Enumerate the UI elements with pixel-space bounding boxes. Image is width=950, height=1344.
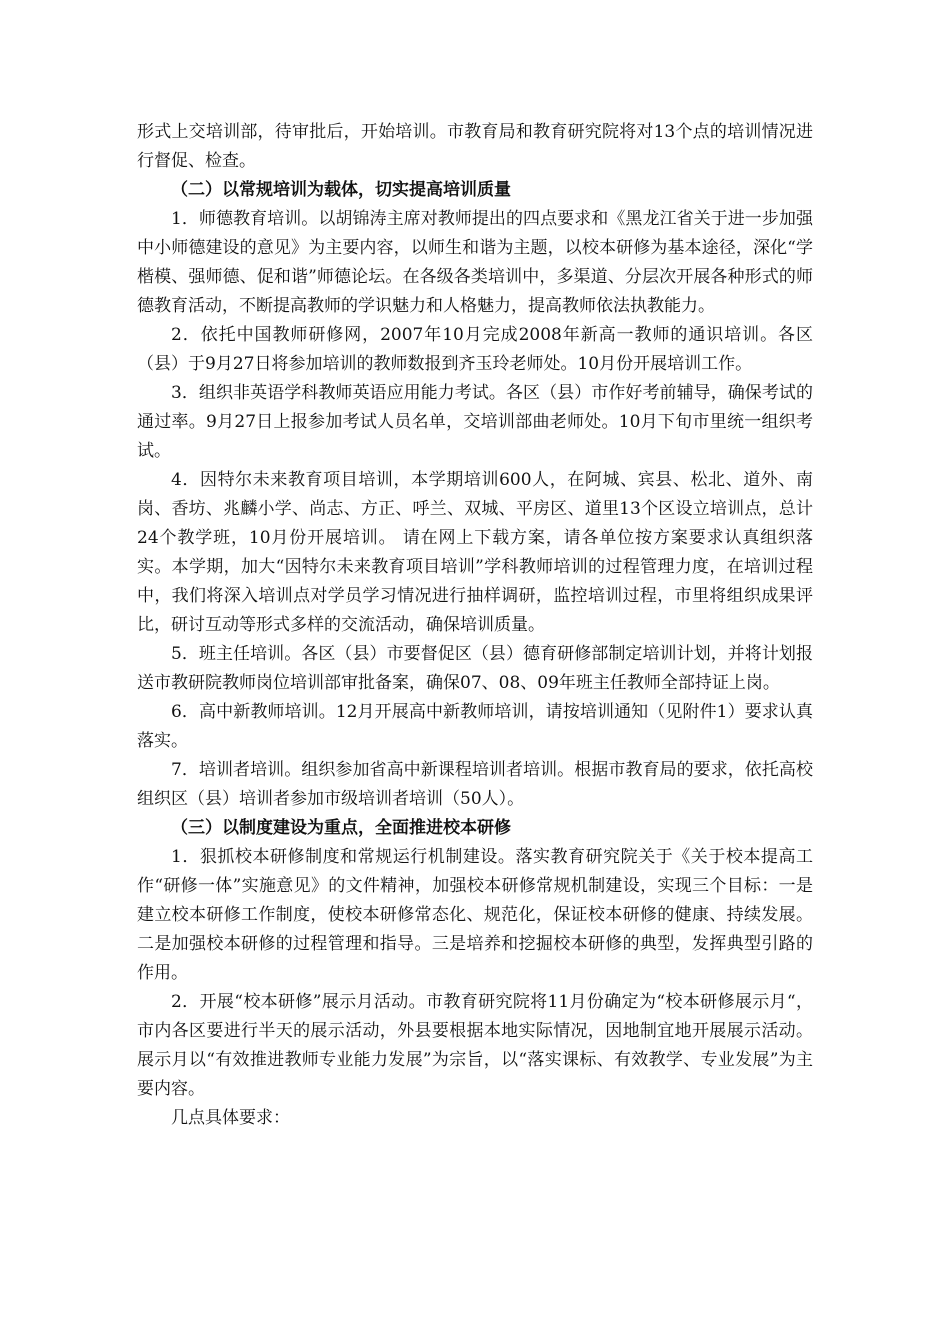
section2-item-4: 4．因特尔未来教育项目培训，本学期培训600人，在阿城、宾县、松北、道外、南岗、香坊、兆麟小学、尚志、方正、呼兰、双城、平房区、道里13个区设立培训点，总计24个教学班，10月份开展培训。 请在网上下载方案，请各单位按方案要求认真组织落实。本学期，加大“因特尔未来教育项目培训”学科教师培训的过程管理力度，在培训过程中，我们将深入培训点对学员学习情况进行抽样调研，监控培训过程，市里将组织成果评比，研讨互动等形式多样的交流活动，确保培训质量。 <box>137 470 813 635</box>
section-heading-2: （二）以常规培训为载体，切实提高培训质量 <box>171 180 511 200</box>
intro-paragraph: 形式上交培训部，待审批后，开始培训。市教育局和教育研究院将对13个点的培训情况进行督促、检查。 <box>137 122 813 171</box>
section3-item-1: 1．狠抓校本研修制度和常规运行机制建设。落实教育研究院关于《关于校本提高工作“研修一体”实施意见》的文件精神，加强校本研修常规机制建设，实现三个目标：一是建立校本研修工作制度，使校本研修常态化、规范化，保证校本研修的健康、持续发展。二是加强校本研修的过程管理和指导。三是培养和挖掘校本研修的典型，发挥典型引路的作用。 <box>137 847 813 983</box>
document-body <box>137 118 813 1133</box>
section2-item-6: 6．高中新教师培训。12月开展高中新教师培训，请按培训通知（见附件1）要求认真落实。 <box>137 702 813 751</box>
section3-item-2: 2．开展“校本研修”展示月活动。市教育研究院将11月份确定为“校本研修展示月“，市内各区要进行半天的展示活动，外县要根据本地实际情况，因地制宜地开展展示活动。展示月以“有效推进教师专业能力发展”为宗旨，以“落实课标、有效教学、专业发展”为主要内容。 <box>137 992 813 1099</box>
section2-item-5: 5．班主任培训。各区（县）市要督促区（县）德育研修部制定培训计划，并将计划报送市教研院教师岗位培训部审批备案，确保07、08、09年班主任教师全部持证上岗。 <box>137 644 813 693</box>
closing-line: 几点具体要求： <box>171 1108 290 1128</box>
section2-item-2: 2．依托中国教师研修网，2007年10月完成2008年新高一教师的通识培训。各区（县）于9月27日将参加培训的教师数报到齐玉玲老师处。10月份开展培训工作。 <box>137 325 813 374</box>
section2-item-1: 1．师德教育培训。以胡锦涛主席对教师提出的四点要求和《黑龙江省关于进一步加强中小师德建设的意见》为主要内容，以师生和谐为主题，以校本研修为基本途径，深化“学楷模、强师德、促和谐”师德论坛。在各级各类培训中，多渠道、分层次开展各种形式的师德教育活动，不断提高教师的学识魅力和人格魅力，提高教师依法执教能力。 <box>137 209 813 316</box>
section2-item-7: 7．培训者培训。组织参加省高中新课程培训者培训。根据市教育局的要求，依托高校组织区（县）培训者参加市级培训者培训（50人）。 <box>137 760 813 809</box>
section-heading-3: （三）以制度建设为重点，全面推进校本研修 <box>171 818 511 838</box>
section2-item-3: 3．组织非英语学科教师英语应用能力考试。各区（县）市作好考前辅导，确保考试的通过率。9月27日上报参加考试人员名单，交培训部曲老师处。10月下旬市里统一组织考试。 <box>137 383 813 461</box>
